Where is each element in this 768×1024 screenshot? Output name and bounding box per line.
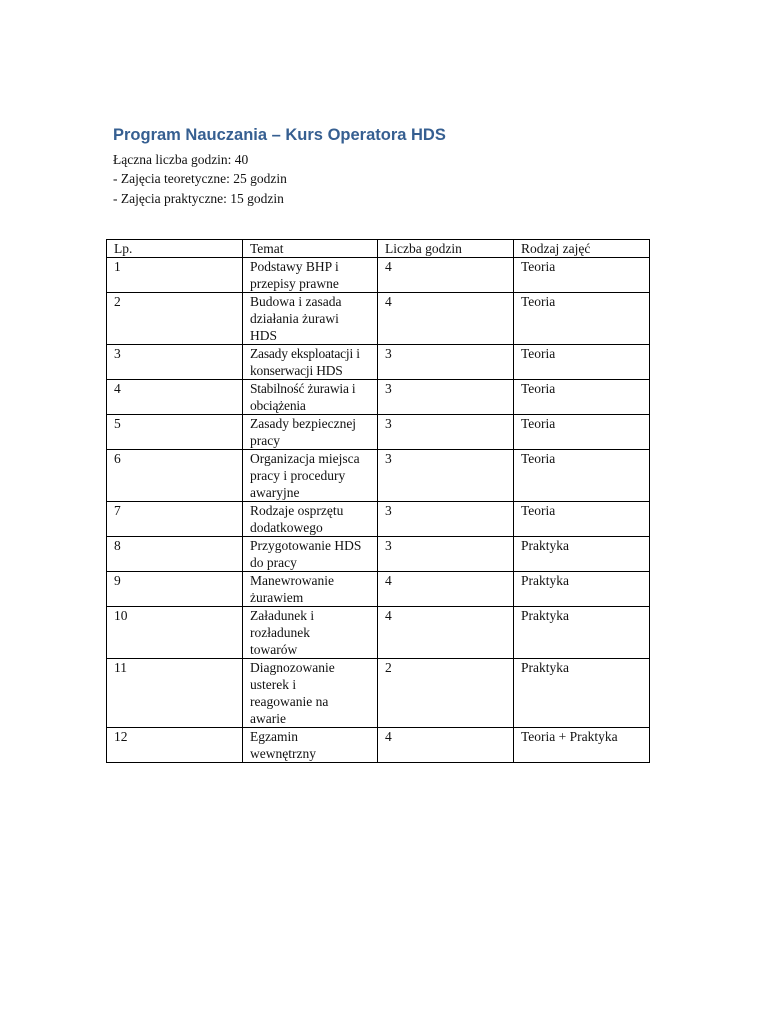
table-row [107,415,650,450]
cell-topic [243,380,378,415]
summary-theory-hours: - Zajęcia teoretyczne: 25 godzin [113,171,287,187]
table-row [107,659,650,728]
table-row [107,450,650,502]
hours-summary [113,150,287,208]
summary-total-hours: Łączna liczba godzin: 40 [113,152,249,167]
header-type: Rodzaj zajęć [514,240,650,258]
topic-text: Organizacja miejsca pracy i procedury awaryjne [250,451,360,500]
cell-hours: 4 [378,258,514,293]
cell-type: Praktyka [514,572,650,607]
cell-topic [243,607,378,659]
topic-text: Zasady bezpiecznej pracy [250,416,357,448]
topic-text: Rodzaje osprzętu dodatkowego [250,503,344,535]
cell-topic [243,537,378,572]
topic-text: Podstawy BHP i przepisy prawne [250,259,339,291]
cell-hours: 3 [378,502,514,537]
cell-lp: 7 [107,502,243,537]
table-row [107,293,650,345]
topic-text: Zasady eksploatacji i konserwacji HDS [250,346,360,378]
topic-text: Egzamin wewnętrzny [250,729,316,761]
cell-hours: 3 [378,450,514,502]
table-row [107,380,650,415]
cell-hours: 3 [378,415,514,450]
topic-text: Budowa i zasada działania żurawi HDS [250,294,342,343]
cell-type: Teoria [514,293,650,345]
cell-topic [243,659,378,728]
cell-topic [243,293,378,345]
cell-hours: 4 [378,572,514,607]
summary-practice-hours: - Zajęcia praktyczne: 15 godzin [113,190,284,206]
cell-topic [243,502,378,537]
cell-lp: 11 [107,659,243,728]
cell-topic [243,258,378,293]
cell-lp: 5 [107,415,243,450]
table-row [107,607,650,659]
cell-lp: 2 [107,293,243,345]
cell-type: Praktyka [514,537,650,572]
document-title: Program Nauczania – Kurs Operatora HDS [113,126,446,144]
cell-type: Praktyka [514,607,650,659]
cell-lp: 9 [107,572,243,607]
cell-hours: 3 [378,537,514,572]
cell-lp: 12 [107,728,243,763]
topic-text: Diagnozowanie usterek i reagowanie na awarie [250,660,335,726]
topic-text: Przygotowanie HDS do pracy [250,538,362,570]
cell-lp: 4 [107,380,243,415]
cell-type: Teoria [514,258,650,293]
header-hours: Liczba godzin [378,240,514,258]
table-row [107,502,650,537]
cell-type: Teoria [514,502,650,537]
cell-lp: 1 [107,258,243,293]
cell-lp: 3 [107,345,243,380]
cell-type: Teoria [514,415,650,450]
curriculum-table [106,239,650,763]
cell-topic [243,345,378,380]
cell-type: Teoria [514,450,650,502]
cell-lp: 8 [107,537,243,572]
topic-text: Stabilność żurawia i obciążenia [250,381,356,413]
cell-topic [243,415,378,450]
table-row [107,537,650,572]
cell-type: Teoria [514,345,650,380]
cell-hours: 2 [378,659,514,728]
table-header-row [107,240,650,258]
cell-hours: 4 [378,293,514,345]
cell-type: Teoria + Praktyka [514,728,650,763]
cell-hours: 3 [378,380,514,415]
cell-type: Teoria [514,380,650,415]
cell-lp: 10 [107,607,243,659]
header-topic: Temat [243,240,378,258]
cell-topic [243,450,378,502]
topic-text: Załadunek i rozładunek towarów [250,608,315,657]
cell-topic [243,728,378,763]
cell-lp: 6 [107,450,243,502]
topic-text: Manewrowanie żurawiem [250,573,334,605]
table-row [107,345,650,380]
table-row [107,572,650,607]
header-lp: Lp. [107,240,243,258]
cell-hours: 4 [378,728,514,763]
table-row [107,258,650,293]
cell-topic [243,572,378,607]
cell-type: Praktyka [514,659,650,728]
cell-hours: 3 [378,345,514,380]
cell-hours: 4 [378,607,514,659]
table-row [107,728,650,763]
